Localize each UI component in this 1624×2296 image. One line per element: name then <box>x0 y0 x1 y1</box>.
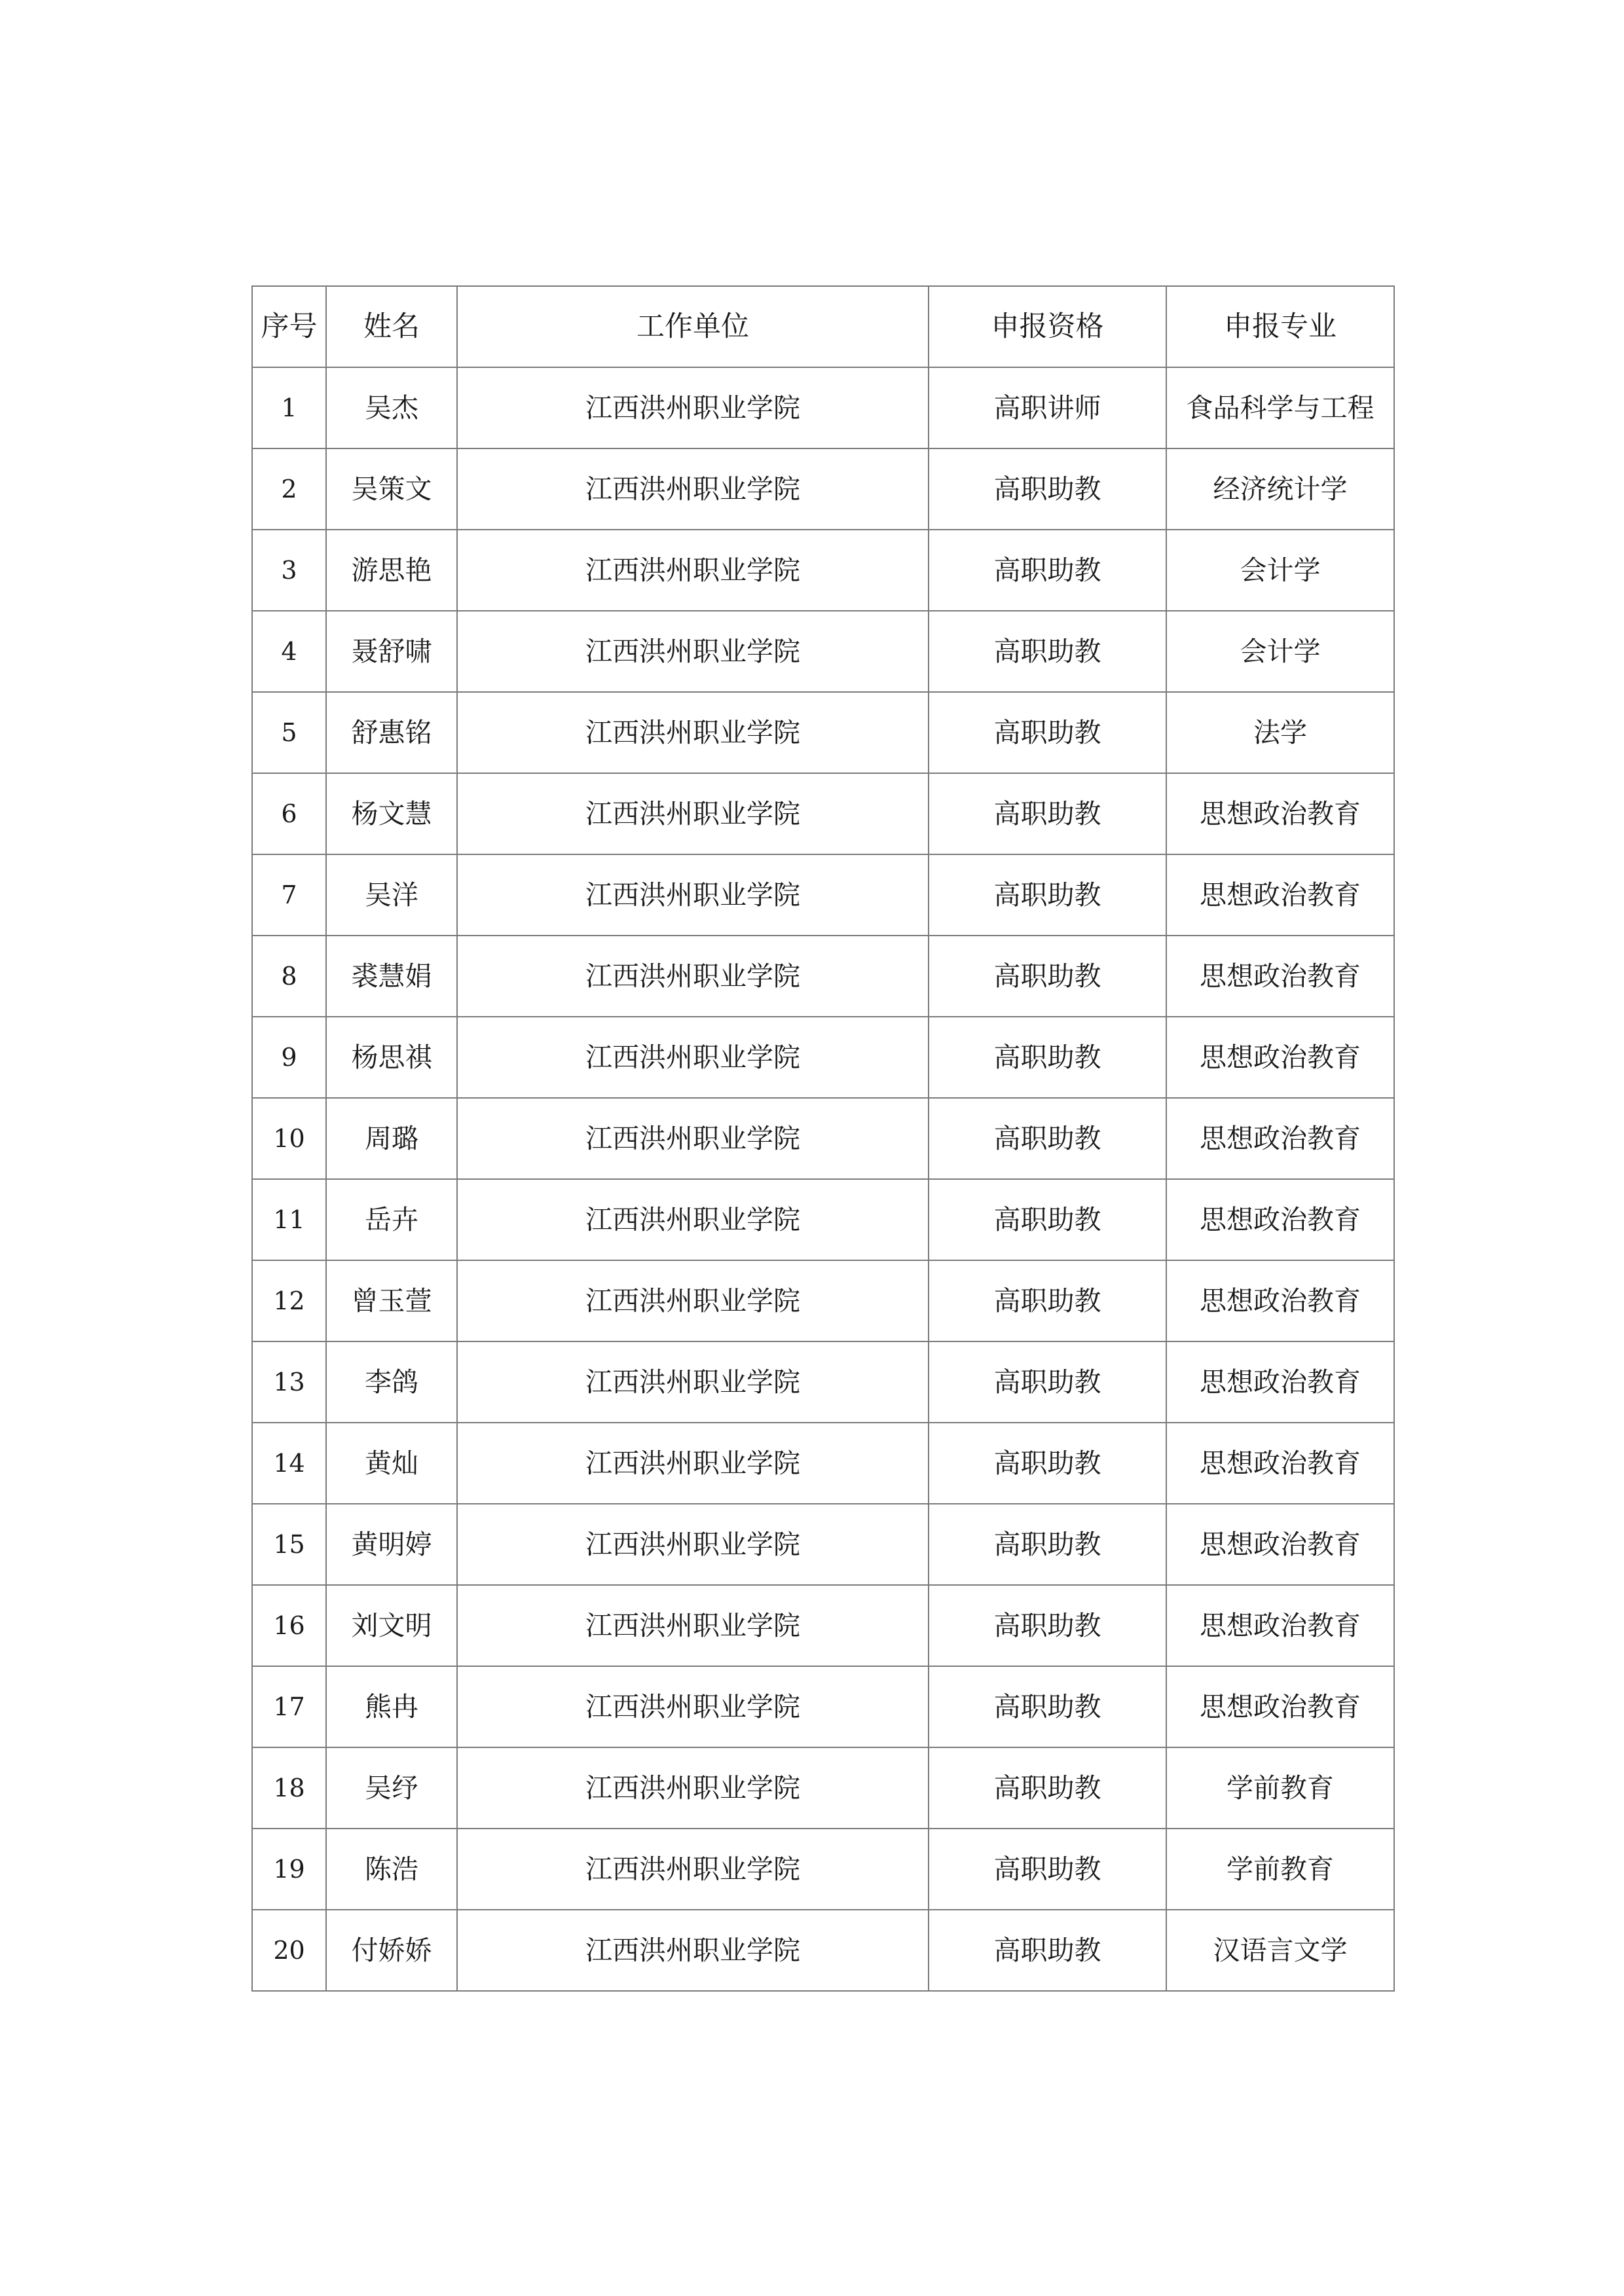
table-row <box>252 1747 1394 1829</box>
cell-index: 14 <box>252 1423 326 1504</box>
cell-major: 经济统计学 <box>1166 448 1394 530</box>
cell-name: 舒惠铭 <box>326 692 457 773</box>
cell-employer: 江西洪州职业学院 <box>457 367 929 448</box>
cell-qualification: 高职助教 <box>929 611 1166 692</box>
cell-major: 思想政治教育 <box>1166 1585 1394 1666</box>
header-qualification: 申报资格 <box>929 286 1166 367</box>
cell-major: 会计学 <box>1166 611 1394 692</box>
header-employer: 工作单位 <box>457 286 929 367</box>
cell-name: 刘文明 <box>326 1585 457 1666</box>
table-row <box>252 1017 1394 1098</box>
cell-qualification: 高职助教 <box>929 1747 1166 1829</box>
cell-employer: 江西洪州职业学院 <box>457 1910 929 1991</box>
table-row <box>252 692 1394 773</box>
table-row <box>252 936 1394 1017</box>
cell-qualification: 高职助教 <box>929 1098 1166 1179</box>
cell-major: 思想政治教育 <box>1166 854 1394 936</box>
cell-name: 周璐 <box>326 1098 457 1179</box>
cell-index: 9 <box>252 1017 326 1098</box>
header-name: 姓名 <box>326 286 457 367</box>
table-row <box>252 1666 1394 1747</box>
cell-qualification: 高职助教 <box>929 854 1166 936</box>
cell-name: 裘慧娟 <box>326 936 457 1017</box>
cell-index: 6 <box>252 773 326 854</box>
cell-qualification: 高职助教 <box>929 773 1166 854</box>
table-row <box>252 367 1394 448</box>
table-row <box>252 854 1394 936</box>
cell-qualification: 高职助教 <box>929 530 1166 611</box>
cell-name: 黄灿 <box>326 1423 457 1504</box>
table-row <box>252 1098 1394 1179</box>
cell-employer: 江西洪州职业学院 <box>457 1017 929 1098</box>
cell-employer: 江西洪州职业学院 <box>457 1260 929 1341</box>
cell-index: 8 <box>252 936 326 1017</box>
cell-major: 思想政治教育 <box>1166 1017 1394 1098</box>
cell-qualification: 高职助教 <box>929 1910 1166 1991</box>
cell-name: 黄明婷 <box>326 1504 457 1585</box>
cell-employer: 江西洪州职业学院 <box>457 773 929 854</box>
cell-qualification: 高职助教 <box>929 1423 1166 1504</box>
cell-employer: 江西洪州职业学院 <box>457 936 929 1017</box>
cell-major: 学前教育 <box>1166 1747 1394 1829</box>
table-row <box>252 1179 1394 1260</box>
cell-index: 3 <box>252 530 326 611</box>
cell-name: 付娇娇 <box>326 1910 457 1991</box>
cell-major: 思想政治教育 <box>1166 1504 1394 1585</box>
header-major: 申报专业 <box>1166 286 1394 367</box>
applicant-table <box>251 285 1395 1992</box>
cell-name: 杨思祺 <box>326 1017 457 1098</box>
cell-name: 曾玉萱 <box>326 1260 457 1341</box>
table-row <box>252 1910 1394 1991</box>
cell-index: 2 <box>252 448 326 530</box>
cell-index: 17 <box>252 1666 326 1747</box>
cell-qualification: 高职助教 <box>929 1179 1166 1260</box>
cell-index: 11 <box>252 1179 326 1260</box>
cell-employer: 江西洪州职业学院 <box>457 448 929 530</box>
cell-major: 法学 <box>1166 692 1394 773</box>
cell-major: 思想政治教育 <box>1166 773 1394 854</box>
cell-index: 7 <box>252 854 326 936</box>
cell-employer: 江西洪州职业学院 <box>457 854 929 936</box>
header-index: 序号 <box>252 286 326 367</box>
cell-index: 19 <box>252 1829 326 1910</box>
cell-qualification: 高职助教 <box>929 692 1166 773</box>
cell-employer: 江西洪州职业学院 <box>457 1504 929 1585</box>
table-row <box>252 773 1394 854</box>
cell-qualification: 高职助教 <box>929 1260 1166 1341</box>
cell-employer: 江西洪州职业学院 <box>457 1666 929 1747</box>
cell-major: 学前教育 <box>1166 1829 1394 1910</box>
cell-index: 5 <box>252 692 326 773</box>
cell-employer: 江西洪州职业学院 <box>457 1747 929 1829</box>
cell-index: 18 <box>252 1747 326 1829</box>
cell-employer: 江西洪州职业学院 <box>457 1098 929 1179</box>
cell-qualification: 高职助教 <box>929 1504 1166 1585</box>
cell-major: 食品科学与工程 <box>1166 367 1394 448</box>
table-row <box>252 1423 1394 1504</box>
cell-name: 杨文慧 <box>326 773 457 854</box>
cell-index: 15 <box>252 1504 326 1585</box>
cell-index: 4 <box>252 611 326 692</box>
table-body <box>252 367 1394 1991</box>
cell-major: 汉语言文学 <box>1166 1910 1394 1991</box>
cell-name: 李鸽 <box>326 1341 457 1423</box>
cell-qualification: 高职助教 <box>929 1585 1166 1666</box>
table-row <box>252 448 1394 530</box>
cell-employer: 江西洪州职业学院 <box>457 1179 929 1260</box>
cell-major: 思想政治教育 <box>1166 1341 1394 1423</box>
cell-name: 吴纾 <box>326 1747 457 1829</box>
cell-major: 思想政治教育 <box>1166 1098 1394 1179</box>
cell-index: 20 <box>252 1910 326 1991</box>
cell-employer: 江西洪州职业学院 <box>457 1341 929 1423</box>
table-row <box>252 1260 1394 1341</box>
cell-index: 1 <box>252 367 326 448</box>
table-row <box>252 1504 1394 1585</box>
table-row <box>252 1829 1394 1910</box>
cell-index: 12 <box>252 1260 326 1341</box>
table-row <box>252 1341 1394 1423</box>
cell-major: 会计学 <box>1166 530 1394 611</box>
cell-major: 思想政治教育 <box>1166 1423 1394 1504</box>
cell-qualification: 高职助教 <box>929 936 1166 1017</box>
table-row <box>252 530 1394 611</box>
cell-major: 思想政治教育 <box>1166 936 1394 1017</box>
cell-qualification: 高职助教 <box>929 1017 1166 1098</box>
cell-employer: 江西洪州职业学院 <box>457 692 929 773</box>
cell-employer: 江西洪州职业学院 <box>457 1829 929 1910</box>
cell-name: 吴洋 <box>326 854 457 936</box>
cell-employer: 江西洪州职业学院 <box>457 1585 929 1666</box>
cell-qualification: 高职助教 <box>929 1666 1166 1747</box>
cell-major: 思想政治教育 <box>1166 1666 1394 1747</box>
cell-index: 16 <box>252 1585 326 1666</box>
cell-name: 熊冉 <box>326 1666 457 1747</box>
cell-name: 游思艳 <box>326 530 457 611</box>
cell-major: 思想政治教育 <box>1166 1179 1394 1260</box>
cell-name: 岳卉 <box>326 1179 457 1260</box>
cell-major: 思想政治教育 <box>1166 1260 1394 1341</box>
cell-index: 10 <box>252 1098 326 1179</box>
cell-name: 陈浩 <box>326 1829 457 1910</box>
cell-employer: 江西洪州职业学院 <box>457 611 929 692</box>
cell-qualification: 高职助教 <box>929 1829 1166 1910</box>
cell-name: 聂舒啸 <box>326 611 457 692</box>
table-header-row <box>252 286 1394 367</box>
cell-name: 吴杰 <box>326 367 457 448</box>
table-row <box>252 1585 1394 1666</box>
cell-qualification: 高职助教 <box>929 448 1166 530</box>
cell-employer: 江西洪州职业学院 <box>457 530 929 611</box>
cell-index: 13 <box>252 1341 326 1423</box>
table-row <box>252 611 1394 692</box>
cell-employer: 江西洪州职业学院 <box>457 1423 929 1504</box>
cell-qualification: 高职讲师 <box>929 367 1166 448</box>
cell-name: 吴策文 <box>326 448 457 530</box>
cell-qualification: 高职助教 <box>929 1341 1166 1423</box>
applicant-table-container <box>251 285 1393 1992</box>
